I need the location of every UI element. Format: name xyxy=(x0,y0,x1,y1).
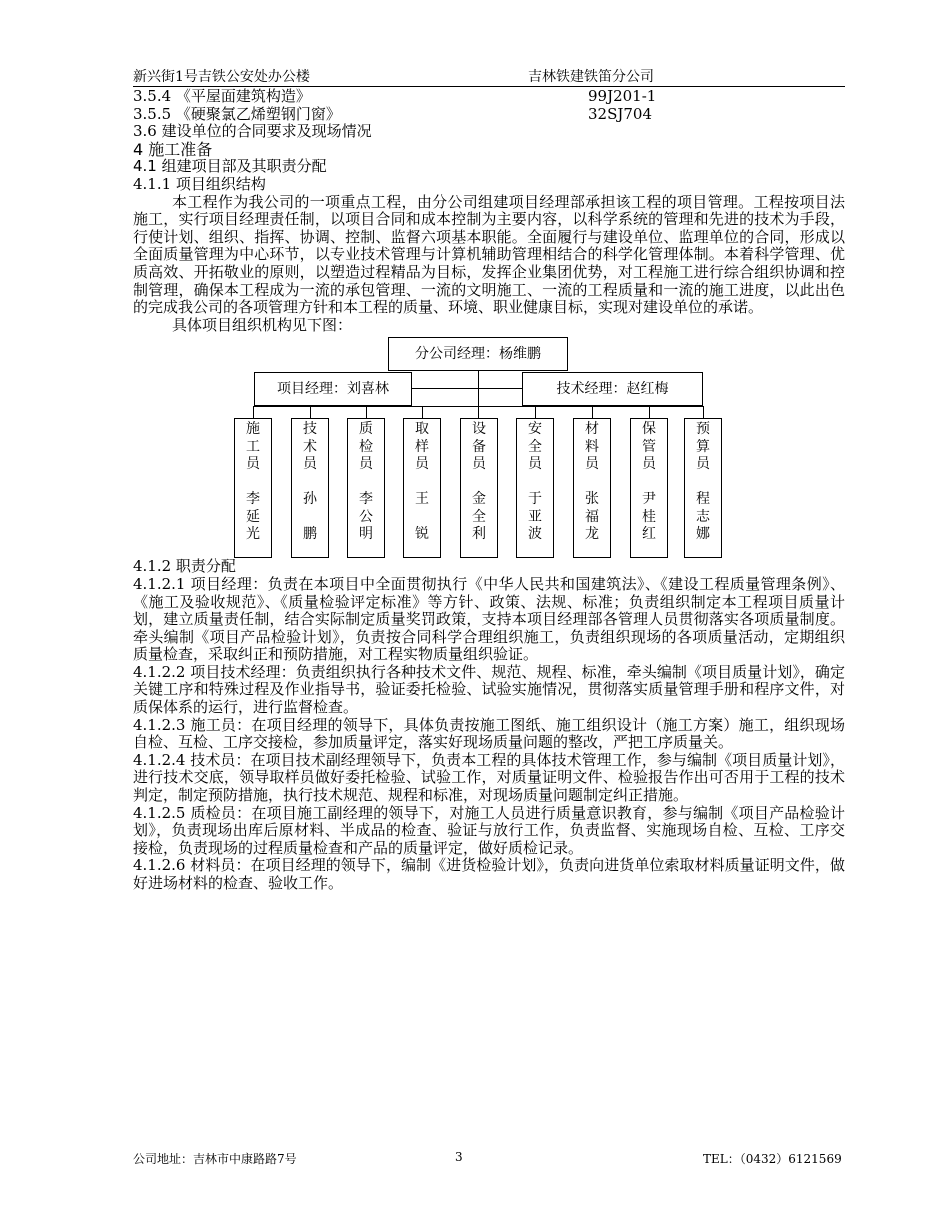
paragraph-4-1-2-4: 4.1.2.4 技术员：在项目技术副经理领导下，负责本工程的具体技术管理工作，参与编制《项目质量计划》，进行技术交底，领导取样员做好委托检验、试验工作，对质量证明文件、检验报告作出可否用于工程的技术判定，制定预防措施，执行技术规范、规程和标准，对现场质量问题制定纠正措施。 xyxy=(133,750,845,805)
staff-role: 施 工 员 xyxy=(246,421,260,473)
org-staff-box xyxy=(234,418,272,558)
connector-line xyxy=(253,406,703,407)
ref-line-355 xyxy=(133,106,845,124)
org-staff-box xyxy=(460,418,498,558)
org-staff-box xyxy=(516,418,554,558)
staff-name: 于 亚 波 xyxy=(528,491,542,543)
staff-name: 李 公 明 xyxy=(359,491,373,543)
staff-name: 尹 桂 红 xyxy=(642,491,656,543)
connector-line xyxy=(535,406,536,418)
org-staff-box xyxy=(291,418,329,558)
ref-line-354 xyxy=(133,88,845,106)
staff-role: 预 算 员 xyxy=(696,421,710,473)
footer-page-number: 3 xyxy=(455,1150,463,1164)
org-project-manager-box: 项目经理：刘喜林 xyxy=(254,372,412,406)
staff-role: 保 管 员 xyxy=(642,421,656,473)
org-tech-manager-box: 技术经理：赵红梅 xyxy=(522,372,703,406)
staff-role: 技 术 员 xyxy=(303,421,317,473)
connector-line xyxy=(649,406,650,418)
paragraph-4-1-2-1: 4.1.2.1 项目经理：负责在本项目中全面贯彻执行《中华人民共和国建筑法》、《建设工程质量管理条例》、《施工及验收规范》、《质量检验评定标准》等方针、政策、法规、标准；负责组织制定本工程项目质量计划，建立质量责任制，结合实际制定质量奖罚政策，支持本项目经理部各管理人员贯彻落实各项质量制度。牵头编制《项目产品检验计划》，负责按合同科学合理组织施工，负责组织现场的各项质量活动，定期组织质量检查，采取纠正和预防措施，对工程实物质量组织验证。 xyxy=(133,574,845,664)
staff-role: 质 检 员 xyxy=(359,421,373,473)
paragraph-chart-intro: 具体项目组织机构见下图： xyxy=(172,315,353,334)
org-staff-box xyxy=(403,418,441,558)
ref-code: 32SJ704 xyxy=(588,104,653,123)
document-body xyxy=(133,88,845,893)
paragraph-4-1-1: 本工程作为我公司的一项重点工程，由分公司组建项目经理部承担该工程的项目管理。工程按项目法施工，实行项目经理责任制，以项目合同和成本控制为主要内容，以科学系统的管理和先进的技术为手段，行使计划、组织、指挥、协调、控制、监督六项基本职能。全面履行与建设单位、监理单位的合同，形成以全面质量管理为中心环节，以专业技术管理与计算机辅助管理相结合的科学化管理体制。本着科学管理、优质高效、开拓敬业的原则，以塑造过程精品为目标，发挥企业集团优势，对工程施工进行综合组织协调和控制管理，确保本工程成为一流的承包管理、一流的文明施工、一流的工程质量和一流的施工进度，以此出色的完成我公司的各项管理方针和本工程的质量、环境、职业健康目标，实现对建设单位的承诺。 xyxy=(133,192,845,317)
connector-line xyxy=(592,406,593,418)
section-3-6: 3.6 建设单位的合同要求及现场情况 xyxy=(133,122,372,141)
org-staff-box xyxy=(347,418,385,558)
connector-line xyxy=(253,406,254,418)
ref-label: 3.5.5 《硬聚氯乙烯塑钢门窗》 xyxy=(133,104,341,123)
ref-label: 3.5.4 《平屋面建筑构造》 xyxy=(133,87,311,105)
staff-name: 程 志 娜 xyxy=(696,491,710,543)
footer-tel: TEL：（0432）6121569 xyxy=(703,1152,842,1166)
staff-name: 金 全 利 xyxy=(472,491,486,543)
connector-line xyxy=(310,406,311,418)
paragraph-4-1-2-5: 4.1.2.5 质检员：在项目施工副经理的领导下，对施工人员进行质量意识教育，参与编制《项目产品检验计划》，负责现场出库后原材料、半成品的检查、验证与放行工作，负责监督、实施现场自检、互检、工序交接检，负责现场的过程质量检查和产品的质量评定，做好质检记录。 xyxy=(133,803,845,857)
staff-name: 李 延 光 xyxy=(246,491,260,543)
header-project: 新兴街1号吉铁公安处办公楼 xyxy=(133,69,310,85)
section-4-heading: 4 施工准备 xyxy=(133,139,213,159)
staff-role: 设 备 员 xyxy=(472,421,486,473)
connector-line xyxy=(478,371,479,418)
staff-name: 孙 鹏 xyxy=(303,491,317,543)
connector-line xyxy=(412,388,522,389)
staff-role: 安 全 员 xyxy=(528,421,542,473)
section-4-1-1-heading: 4.1.1 项目组织结构 xyxy=(133,174,266,193)
footer-address: 公司地址：吉林市中康路路7号 xyxy=(133,1152,297,1166)
staff-role: 取 样 员 xyxy=(415,421,429,473)
connector-line xyxy=(703,406,704,418)
paragraph-4-1-2-3: 4.1.2.3 施工员：在项目经理的领导下，具体负责按施工图纸、施工组织设计（施工方案）施工，组织现场自检、互检、工序交接检，参加质量评定，落实好现场质量问题的整改，严把工序质量关。 xyxy=(133,715,845,752)
staff-role: 材 料 员 xyxy=(585,421,599,473)
org-top-box: 分公司经理：杨维鹏 xyxy=(388,337,568,371)
org-staff-box xyxy=(684,418,722,558)
paragraph-4-1-2-6: 4.1.2.6 材料员：在项目经理的领导下，编制《进货检验计划》，负责向进货单位索取材料质量证明文件，做好进场材料的检查、验收工作。 xyxy=(133,856,845,892)
org-staff-box xyxy=(630,418,668,558)
section-4-1-heading: 4.1 组建项目部及其职责分配 xyxy=(133,157,327,176)
section-4-1-2-heading: 4.1.2 职责分配 xyxy=(133,557,236,576)
staff-name: 张 福 龙 xyxy=(585,491,599,543)
page-header xyxy=(133,62,845,87)
header-company: 吉林铁建铁笛分公司 xyxy=(528,69,654,85)
connector-line xyxy=(422,406,423,418)
staff-name: 王 锐 xyxy=(415,491,429,543)
ref-code: 99J201-1 xyxy=(588,87,657,105)
paragraph-4-1-2-2: 4.1.2.2 项目技术经理：负责组织执行各种技术文件、规范、规程、标准，牵头编制《项目质量计划》，确定关键工序和特殊过程及作业指导书，验证委托检验、试验实施情况，贯彻落实质量管理手册和程序文件，对质保体系的运行，进行监督检查。 xyxy=(133,662,845,717)
org-chart xyxy=(133,336,845,558)
connector-line xyxy=(366,406,367,418)
org-staff-box xyxy=(573,418,611,558)
